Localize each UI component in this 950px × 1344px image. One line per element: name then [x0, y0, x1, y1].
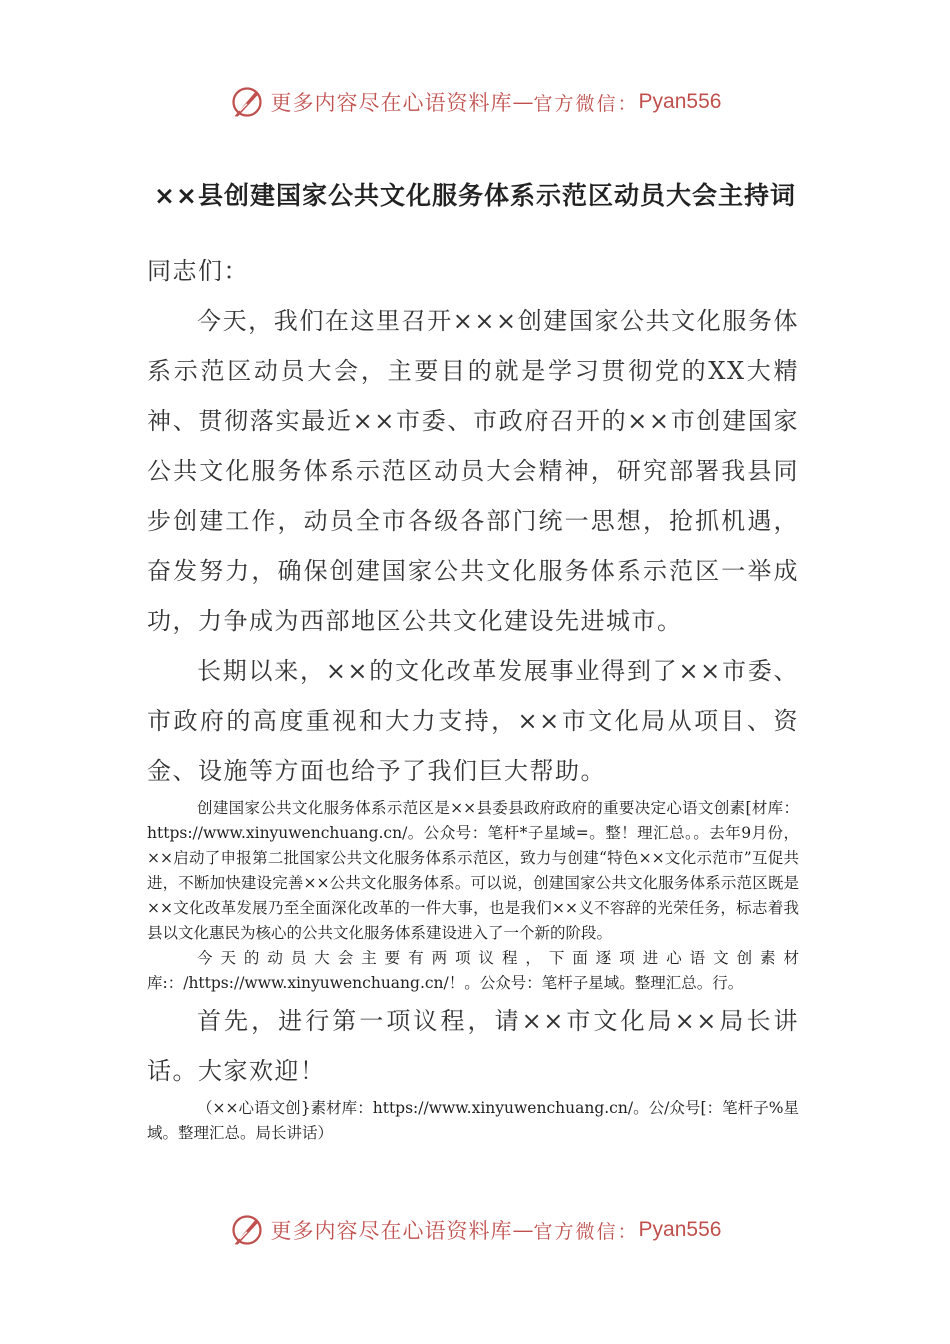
greeting: 同志们： [147, 257, 249, 285]
paragraph-background: 创建国家公共文化服务体系示范区是××县委县政府政府的重要决定心语文创素[材库：https://www.xinyuwenchuang.cn/。公众号：笔杆*子星域=。整！理汇总。。去年9月份，××启动了申报第二批国家公共文化服务体系示范区，致力与创建“特色××文化示范市”互促共进，不断加快建设完善××公共文化服务体系。可以说，创建国家公共文化服务体系示范区既是××文化改革发展乃至全面深化改革的一件大事，也是我们××义不容辞的光荣任务，标志着我县以文化惠民为核心的公共文化服务体系建设进入了一个新的阶段。 [147, 799, 799, 942]
quill-logo-icon [229, 84, 265, 120]
banner-dash: — [512, 1218, 534, 1242]
paragraph-first-item: 首先，进行第一项议程，请××市文化局××局长讲话。大家欢迎！ [147, 1007, 799, 1085]
document-title: ××县创建国家公共文化服务体系示范区动员大会主持词 [154, 181, 796, 210]
banner-wechat-id: Pyan556 [638, 1218, 722, 1241]
banner-slogan: 更多内容尽在心语资料库 [270, 91, 513, 115]
banner-wechat-id: Pyan556 [638, 90, 722, 113]
banner-wechat-label: 官方微信： [533, 1220, 639, 1243]
footer-banner [0, 1210, 950, 1250]
paragraph-agenda: 今天的动员大会主要有两项议程，下面逐项进心语文创素材库:：/https://www.xinyuwenchuang.cn/！。公众号：笔杆子星域。整理汇总。行。 [147, 949, 799, 992]
banner-slogan: 更多内容尽在心语资料库 [270, 1219, 513, 1243]
quill-logo-icon [229, 1212, 265, 1248]
paragraph-speech-note: （××心语文创}素材库：https://www.xinyuwenchuang.cn/。公/众号[：笔杆子%星域。整理汇总。局长讲话） [147, 1099, 799, 1142]
paragraph-opening: 今天，我们在这里召开×××创建国家公共文化服务体系示范区动员大会，主要目的就是学习贯彻党的XX大精神、贯彻落实最近××市委、市政府召开的××市创建国家公共文化服务体系示范区动员大会精神，研究部署我县同步创建工作，动员全市各级各部门统一思想，抢抓机遇，奋发努力，确保创建国家公共文化服务体系示范区一举成功，力争成为西部地区公共文化建设先进城市。 [147, 307, 799, 635]
document-body [147, 246, 799, 1146]
header-banner [0, 82, 950, 122]
banner-wechat-label: 官方微信： [533, 92, 639, 115]
banner-dash: — [512, 90, 534, 114]
paragraph-support: 长期以来，××的文化改革发展事业得到了××市委、市政府的高度重视和大力支持，××市文化局从项目、资金、设施等方面也给予了我们巨大帮助。 [147, 657, 799, 785]
